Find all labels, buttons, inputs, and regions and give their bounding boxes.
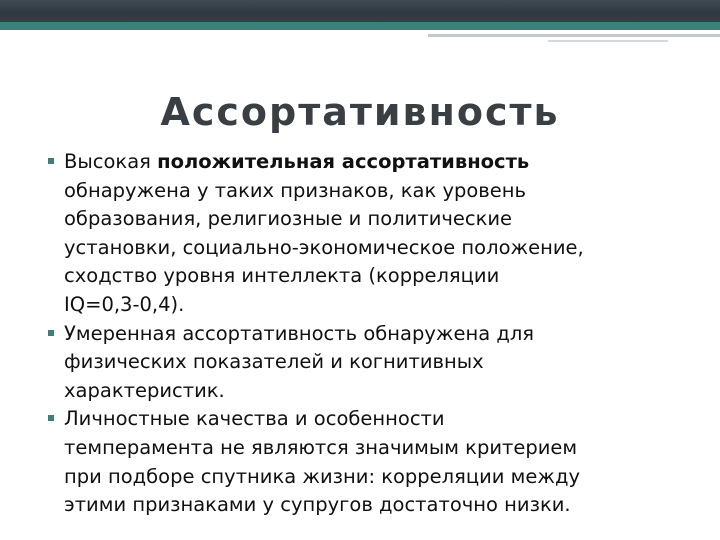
bullet-line: при подборе спутника жизни: корреляции между	[64, 464, 580, 488]
bullet-square-icon	[48, 158, 54, 164]
bullet-line: обнаружена у таких признаков, как уровень	[64, 178, 527, 202]
bullet-list	[48, 148, 688, 520]
decor-line	[548, 40, 668, 42]
bullet-line	[64, 148, 688, 177]
bullet-square-icon	[48, 415, 54, 421]
bullet-item	[48, 405, 688, 519]
bullet-line: характеристик.	[64, 378, 225, 402]
bullet-text: Высокая	[64, 150, 158, 173]
bullet-item	[48, 148, 688, 320]
bullet-square-icon	[48, 330, 54, 336]
bullet-line: сходство уровня интеллекта (корреляции	[64, 264, 500, 288]
bullet-line: установки, социально-экономическое положение,	[64, 235, 584, 259]
bullet-line: Умеренная ассортативность обнаружена для	[64, 321, 535, 345]
bullet-line: физических показателей и когнитивных	[64, 350, 484, 374]
bullet-line: темперамента не являются значимым критерием	[64, 435, 578, 459]
slide-title: Ассортативность	[160, 90, 560, 134]
bullet-line: Личностные качества и особенности	[64, 407, 445, 431]
top-decor-bar	[0, 0, 720, 22]
teal-accent-stripe	[0, 22, 720, 30]
bullet-item	[48, 320, 688, 406]
bullet-line: образования, религиозные и политические	[64, 207, 513, 231]
bullet-line: этими признаками у супругов достаточно низки.	[64, 493, 571, 517]
bullet-line: IQ=0,3-0,4).	[64, 292, 185, 316]
bullet-bold-text: положительная ассортативность	[157, 150, 530, 173]
decor-line	[428, 34, 720, 37]
